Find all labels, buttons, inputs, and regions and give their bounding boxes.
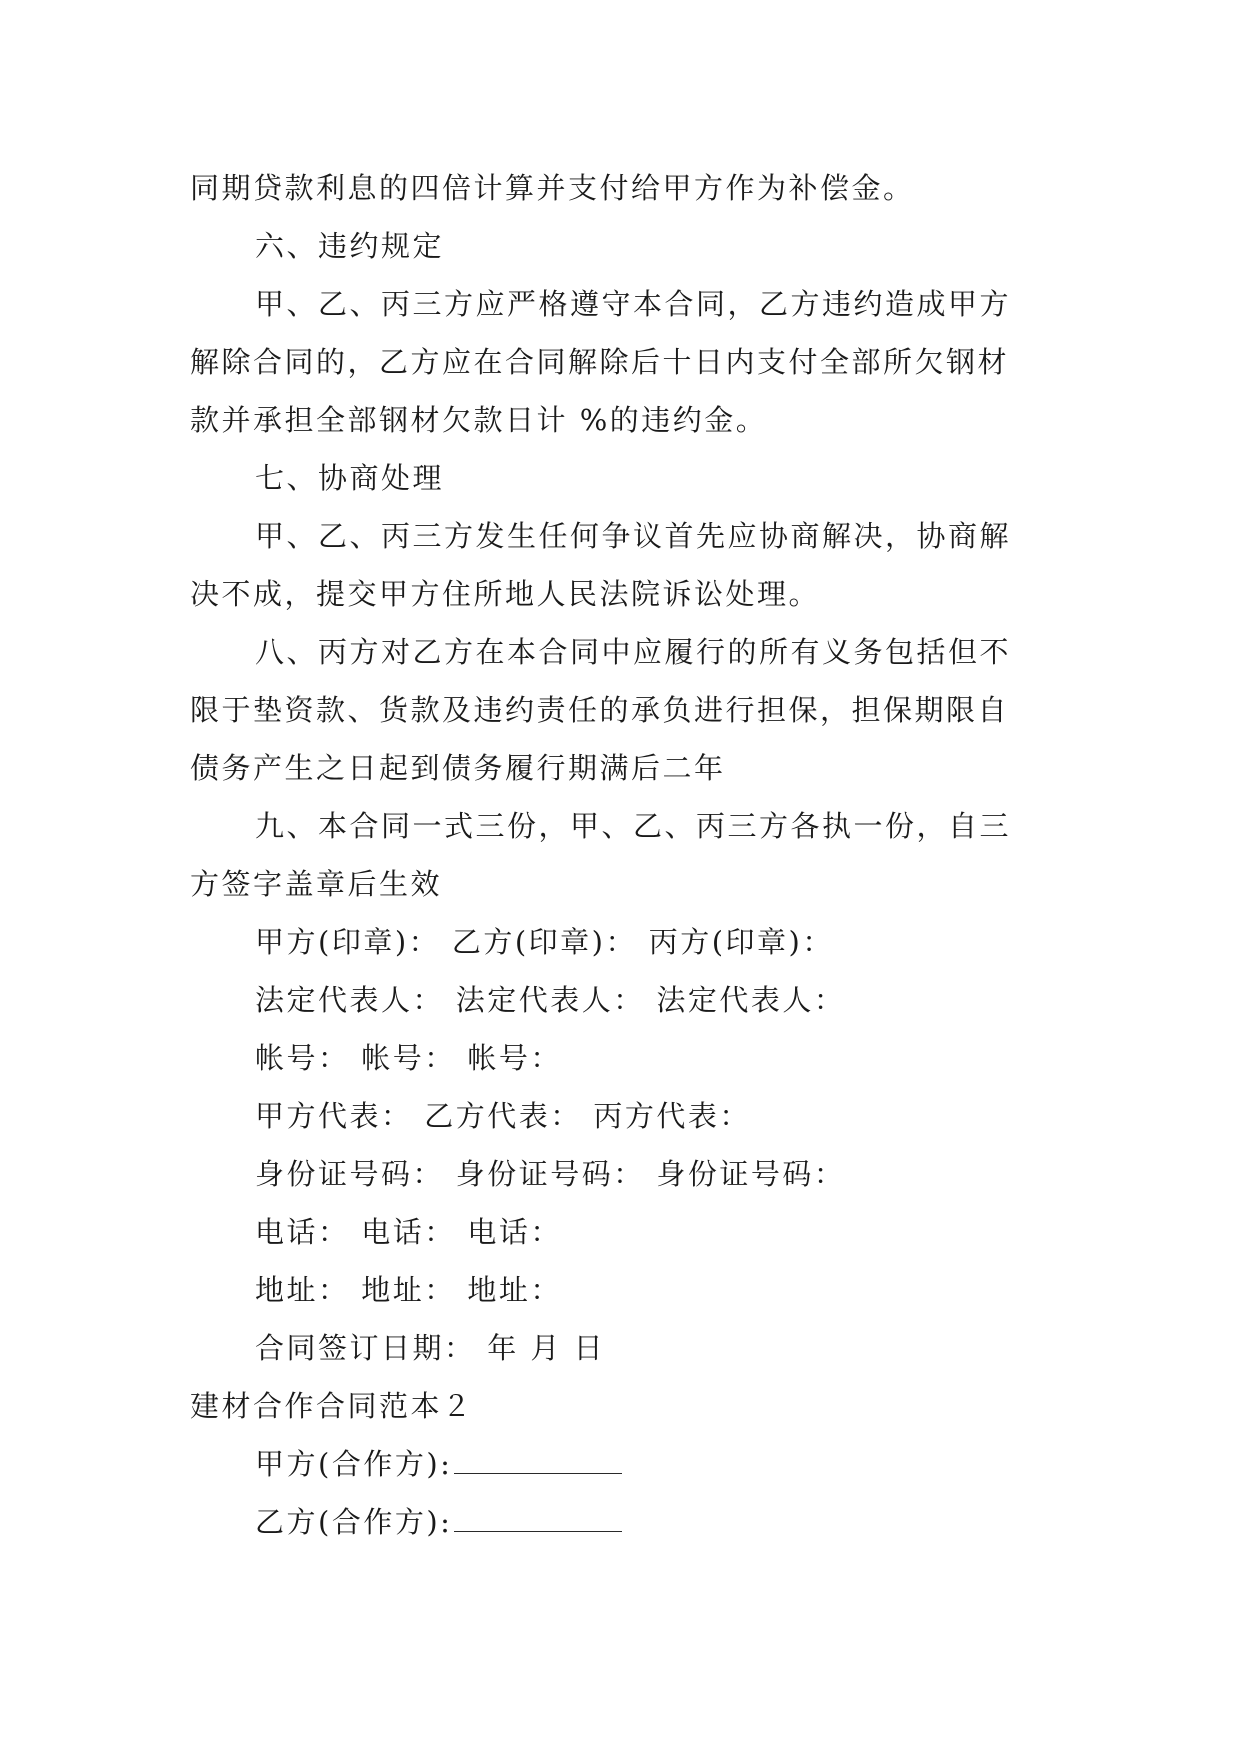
paragraph-line: 同期贷款利息的四倍计算并支付给甲方作为补偿金。 — [190, 171, 915, 205]
paragraph-line: 甲、乙、丙三方发生任何争议首先应协商解决，协商解 — [255, 519, 1012, 553]
signing-date-line: 合同签订日期： 年 月 日 — [255, 1331, 606, 1365]
paragraph-line: 方签字盖章后生效 — [190, 867, 443, 901]
signature-id-line: 身份证号码： 身份证号码： 身份证号码： — [255, 1157, 846, 1191]
paragraph-line: 款并承担全部钢材欠款日计 %的违约金。 — [190, 403, 768, 437]
paragraph-line: 债务产生之日起到债务履行期满后二年 — [190, 751, 726, 785]
paragraph-line: 八、丙方对乙方在本合同中应履行的所有义务包括但不 — [255, 635, 1012, 669]
section-heading-negotiation: 七、协商处理 — [255, 461, 445, 495]
paragraph-line: 甲、乙、丙三方应严格遵守本合同，乙方违约造成甲方 — [255, 287, 1012, 321]
section-heading-breach: 六、违约规定 — [255, 229, 445, 263]
paragraph-line: 九、本合同一式三份，甲、乙、丙三方各执一份，自三 — [255, 809, 1012, 843]
party-b-blank — [454, 1509, 622, 1532]
signature-address-line: 地址： 地址： 地址： — [255, 1273, 562, 1307]
signature-representative-line: 法定代表人： 法定代表人： 法定代表人： — [255, 983, 846, 1017]
party-a-line — [190, 1435, 1060, 1493]
paragraph-line: 限于垫资款、货款及违约责任的承负进行担保，担保期限自 — [190, 693, 1010, 727]
party-a-label: 甲方(合作方): — [255, 1447, 453, 1481]
party-b-label: 乙方(合作方): — [255, 1505, 453, 1539]
signature-agent-line: 甲方代表： 乙方代表： 丙方代表： — [255, 1099, 751, 1133]
party-b-line — [190, 1493, 1060, 1551]
party-a-blank — [454, 1451, 622, 1474]
paragraph-line: 解除合同的，乙方应在合同解除后十日内支付全部所欠钢材 — [190, 345, 1010, 379]
signature-phone-line: 电话： 电话： 电话： — [255, 1215, 562, 1249]
signature-seal-line: 甲方(印章)： 乙方(印章)： 丙方(印章)： — [255, 925, 834, 959]
paragraph-line: 决不成，提交甲方住所地人民法院诉讼处理。 — [190, 577, 821, 611]
signature-account-line: 帐号： 帐号： 帐号： — [255, 1041, 562, 1075]
template-title: 建材合作合同范本２ — [190, 1389, 474, 1423]
document-body — [190, 159, 1060, 1551]
